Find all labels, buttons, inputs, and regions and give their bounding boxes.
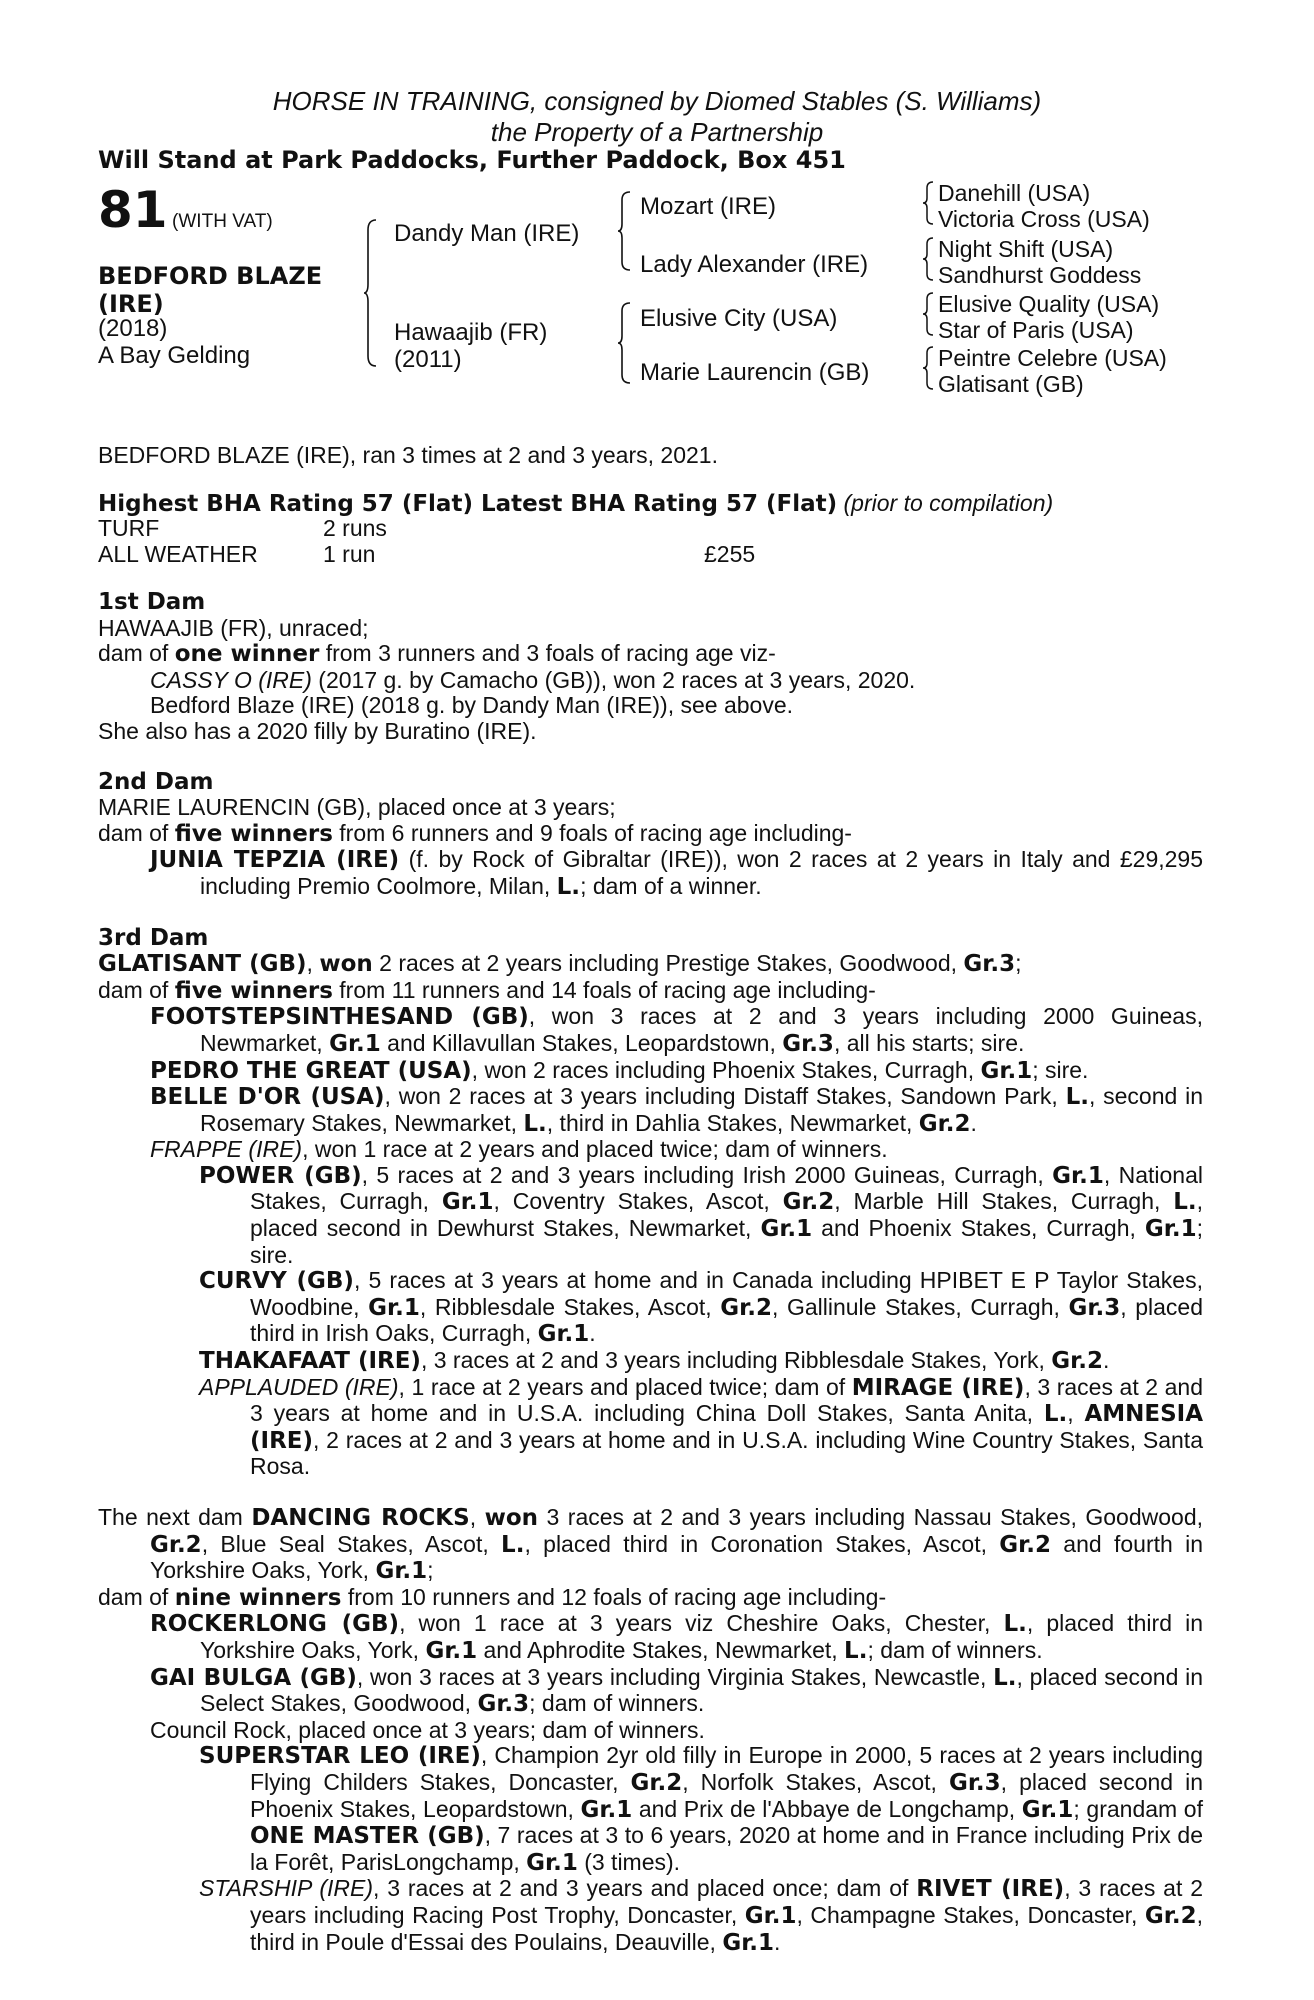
lot-number-block <box>98 183 273 237</box>
dam-dam: Marie Laurencin (GB) <box>640 359 870 386</box>
gen4-1: Danehill (USA) <box>938 180 1091 206</box>
property-line: the Property of a Partnership <box>490 117 824 147</box>
horse-description: A Bay Gelding <box>98 342 251 369</box>
produce-gai-bulga: GAI BULGA (GB), won 3 races at 3 years including Virginia Stakes, Newcastle, L., placed second in Select Stakes, Goodwood, Gr.3; dam of winners. <box>150 1663 1203 1718</box>
gen4-2: Victoria Cross (USA) <box>938 206 1150 232</box>
bha-rating: Highest BHA Rating 57 (Flat) Latest BHA Rating 57 (Flat) (prior to compilation) <box>98 490 1054 517</box>
produce-belle-dor: BELLE D'OR (USA), won 2 races at 3 years including Distaff Stakes, Sandown Park, L., second in Rosemary Stakes, Newmarket, L., third in Dahlia Stakes, Newmarket, Gr.2. <box>150 1083 1203 1137</box>
dam-name: Hawaajib (FR) <box>394 319 548 346</box>
next-dam-line: The next dam DANCING ROCKS, won 3 races at 2 and 3 years including Nassau Stakes, Goodwood, Gr.2, Blue Seal Stakes, Ascot, L., placed third in Coronation Stakes, Ascot, Gr.2 and fourth in Yorkshire Oaks, York, Gr.1; <box>98 1504 1204 1585</box>
produce-council-rock: Council Rock, placed once at 3 years; dam of winners. <box>150 1716 705 1743</box>
stats-row-turf: TURF 2 runs <box>98 515 387 541</box>
produce-curvy: CURVY (GB), 5 races at 3 years at home and in Canada including HPIBET E P Taylor Stakes, Woodbine, Gr.1, Ribblesdale Stakes, Ascot, Gr.2, Gallinule Stakes, Curragh, Gr.3, placed third in Irish Oaks, Curragh, Gr.1. <box>199 1267 1203 1348</box>
gen4-bracket-1 <box>923 180 935 226</box>
gen4-5: Elusive Quality (USA) <box>938 291 1160 317</box>
produce-pedro-the-great: PEDRO THE GREAT (USA), won 2 races including Phoenix Stakes, Curragh, Gr.1; sire. <box>150 1056 1089 1084</box>
produce-footstepsinthesand: FOOTSTEPSINTHESAND (GB), won 3 races at 2 and 3 years including 2000 Guineas, Newmarket, Gr.1 and Killavullan Stakes, Leopardstown, Gr.3, all his starts; sire. <box>150 1003 1203 1057</box>
stats-row-all-weather: ALL WEATHER 1 run £255 <box>98 541 756 567</box>
race-summary: BEDFORD BLAZE (IRE), ran 3 times at 2 and 3 years, 2021. <box>98 442 718 468</box>
first-dam-note: She also has a 2020 filly by Buratino (IRE). <box>98 717 537 744</box>
produce-superstar-leo: SUPERSTAR LEO (IRE), Champion 2yr old filly in Europe in 2000, 5 races at 2 years including Flying Childers Stakes, Doncaster, Gr.2, Norfolk Stakes, Ascot, Gr.3, placed second in Phoenix Stakes, Leopardstown, Gr.1 and Prix de l'Abbaye de Longchamp, Gr.1; grandam of ONE MASTER (GB), 7 races at 3 to 6 years, 2020 at home and in France including Prix de la Forêt, ParisLongchamp, Gr.1 (3 times). <box>199 1742 1204 1876</box>
sire-dam: Lady Alexander (IRE) <box>640 251 869 278</box>
gen4-bracket-4 <box>923 345 935 391</box>
produce-cassy-o: CASSY O (IRE) (2017 g. by Camacho (GB)), won 2 races at 3 years, 2020. <box>150 666 916 693</box>
sire-dam-bracket <box>364 218 378 368</box>
second-dam-line: MARIE LAURENCIN (GB), placed once at 3 years; <box>98 794 616 821</box>
vat-note: (WITH VAT) <box>172 211 273 232</box>
stand-location: Will Stand at Park Paddocks, Further Paddock, Box 451 <box>98 146 846 174</box>
third-dam-line: GLATISANT (GB), won 2 races at 2 years including Prestige Stakes, Goodwood, Gr.3; <box>98 950 1022 978</box>
gen4-bracket-2 <box>923 236 935 282</box>
gen4-bracket-3 <box>923 291 935 337</box>
produce-thakafaat: THAKAFAAT (IRE), 3 races at 2 and 3 years including Ribblesdale Stakes, York, Gr.2. <box>199 1347 1110 1375</box>
second-dam-heading: 2nd Dam <box>98 768 214 795</box>
gen4-7: Peintre Celebre (USA) <box>938 345 1167 371</box>
first-dam-produce-summary: dam of one winner from 3 runners and 3 foals of racing age viz- <box>98 640 776 668</box>
lot-number: 81 <box>98 181 168 239</box>
first-dam-heading: 1st Dam <box>98 589 206 615</box>
produce-record <box>98 590 1203 1956</box>
produce-starship: STARSHIP (IRE), 3 races at 2 and 3 years and placed once; dam of RIVET (IRE), 3 races at 2 years including Racing Post Trophy, Doncaster, Gr.1, Champagne Stakes, Doncaster, Gr.2, third in Poule d'Essai des Poulains, Deauville, Gr.1. <box>199 1875 1204 1956</box>
first-dam-line: HAWAAJIB (FR), unraced; <box>98 614 369 641</box>
third-dam-heading: 3rd Dam <box>98 924 209 951</box>
second-dam-produce-summary: dam of five winners from 6 runners and 9 foals of racing age including- <box>98 819 852 847</box>
gen4-3: Night Shift (USA) <box>938 236 1114 262</box>
sire-parents-bracket <box>618 190 632 272</box>
dam-sire: Elusive City (USA) <box>640 305 838 332</box>
third-dam-produce-summary: dam of five winners from 11 runners and 14 foals of racing age including- <box>98 976 876 1004</box>
gen4-4: Sandhurst Goddess <box>938 262 1142 288</box>
gen4-8: Glatisant (GB) <box>938 371 1084 397</box>
horse-year: (2018) <box>98 315 168 342</box>
dam-year: (2011) <box>394 346 462 373</box>
gen4-6: Star of Paris (USA) <box>938 317 1134 343</box>
horse-name: BEDFORD BLAZE (IRE) <box>98 262 323 318</box>
dam-parents-bracket <box>618 301 632 385</box>
next-dam-produce-summary: dam of nine winners from 10 runners and 12 foals of racing age including- <box>98 1583 887 1611</box>
produce-rockerlong: ROCKERLONG (GB), won 1 race at 3 years viz Cheshire Oaks, Chester, L., placed third in Yorkshire Oaks, York, Gr.1 and Aphrodite Stakes, Newmarket, L.; dam of winners. <box>150 1610 1203 1664</box>
produce-bedford-blaze: Bedford Blaze (IRE) (2018 g. by Dandy Man (IRE)), see above. <box>150 692 794 719</box>
sire-name: Dandy Man (IRE) <box>394 220 580 247</box>
consignor-line: HORSE IN TRAINING, consigned by Diomed Stables (S. Williams) <box>272 86 1042 116</box>
produce-applauded: APPLAUDED (IRE), 1 race at 2 years and placed twice; dam of MIRAGE (IRE), 3 races at 2 and 3 years at home and in U.S.A. including China Doll Stakes, Santa Anita, L., AMNESIA (IRE), 2 races at 2 and 3 years at home and in U.S.A. including Wine Country Stakes, Santa Rosa. <box>199 1373 1204 1480</box>
produce-junia-tepzia: JUNIA TEPZIA (IRE) (f. by Rock of Gibraltar (IRE)), won 2 races at 2 years in Italy and £29,295 including Premio Coolmore, Milan, L.; dam of a winner. <box>150 846 1204 900</box>
sire-sire: Mozart (IRE) <box>640 193 777 220</box>
produce-power: POWER (GB), 5 races at 2 and 3 years including Irish 2000 Guineas, Curragh, Gr.1, National Stakes, Curragh, Gr.1, Coventry Stakes, Ascot, Gr.2, Marble Hill Stakes, Curragh, L., placed second in Dewhurst Stakes, Newmarket, Gr.1 and Phoenix Stakes, Curragh, Gr.1; sire. <box>199 1161 1204 1268</box>
race-stats <box>98 515 798 567</box>
produce-frappe: FRAPPE (IRE), won 1 race at 2 years and placed twice; dam of winners. <box>150 1136 888 1163</box>
